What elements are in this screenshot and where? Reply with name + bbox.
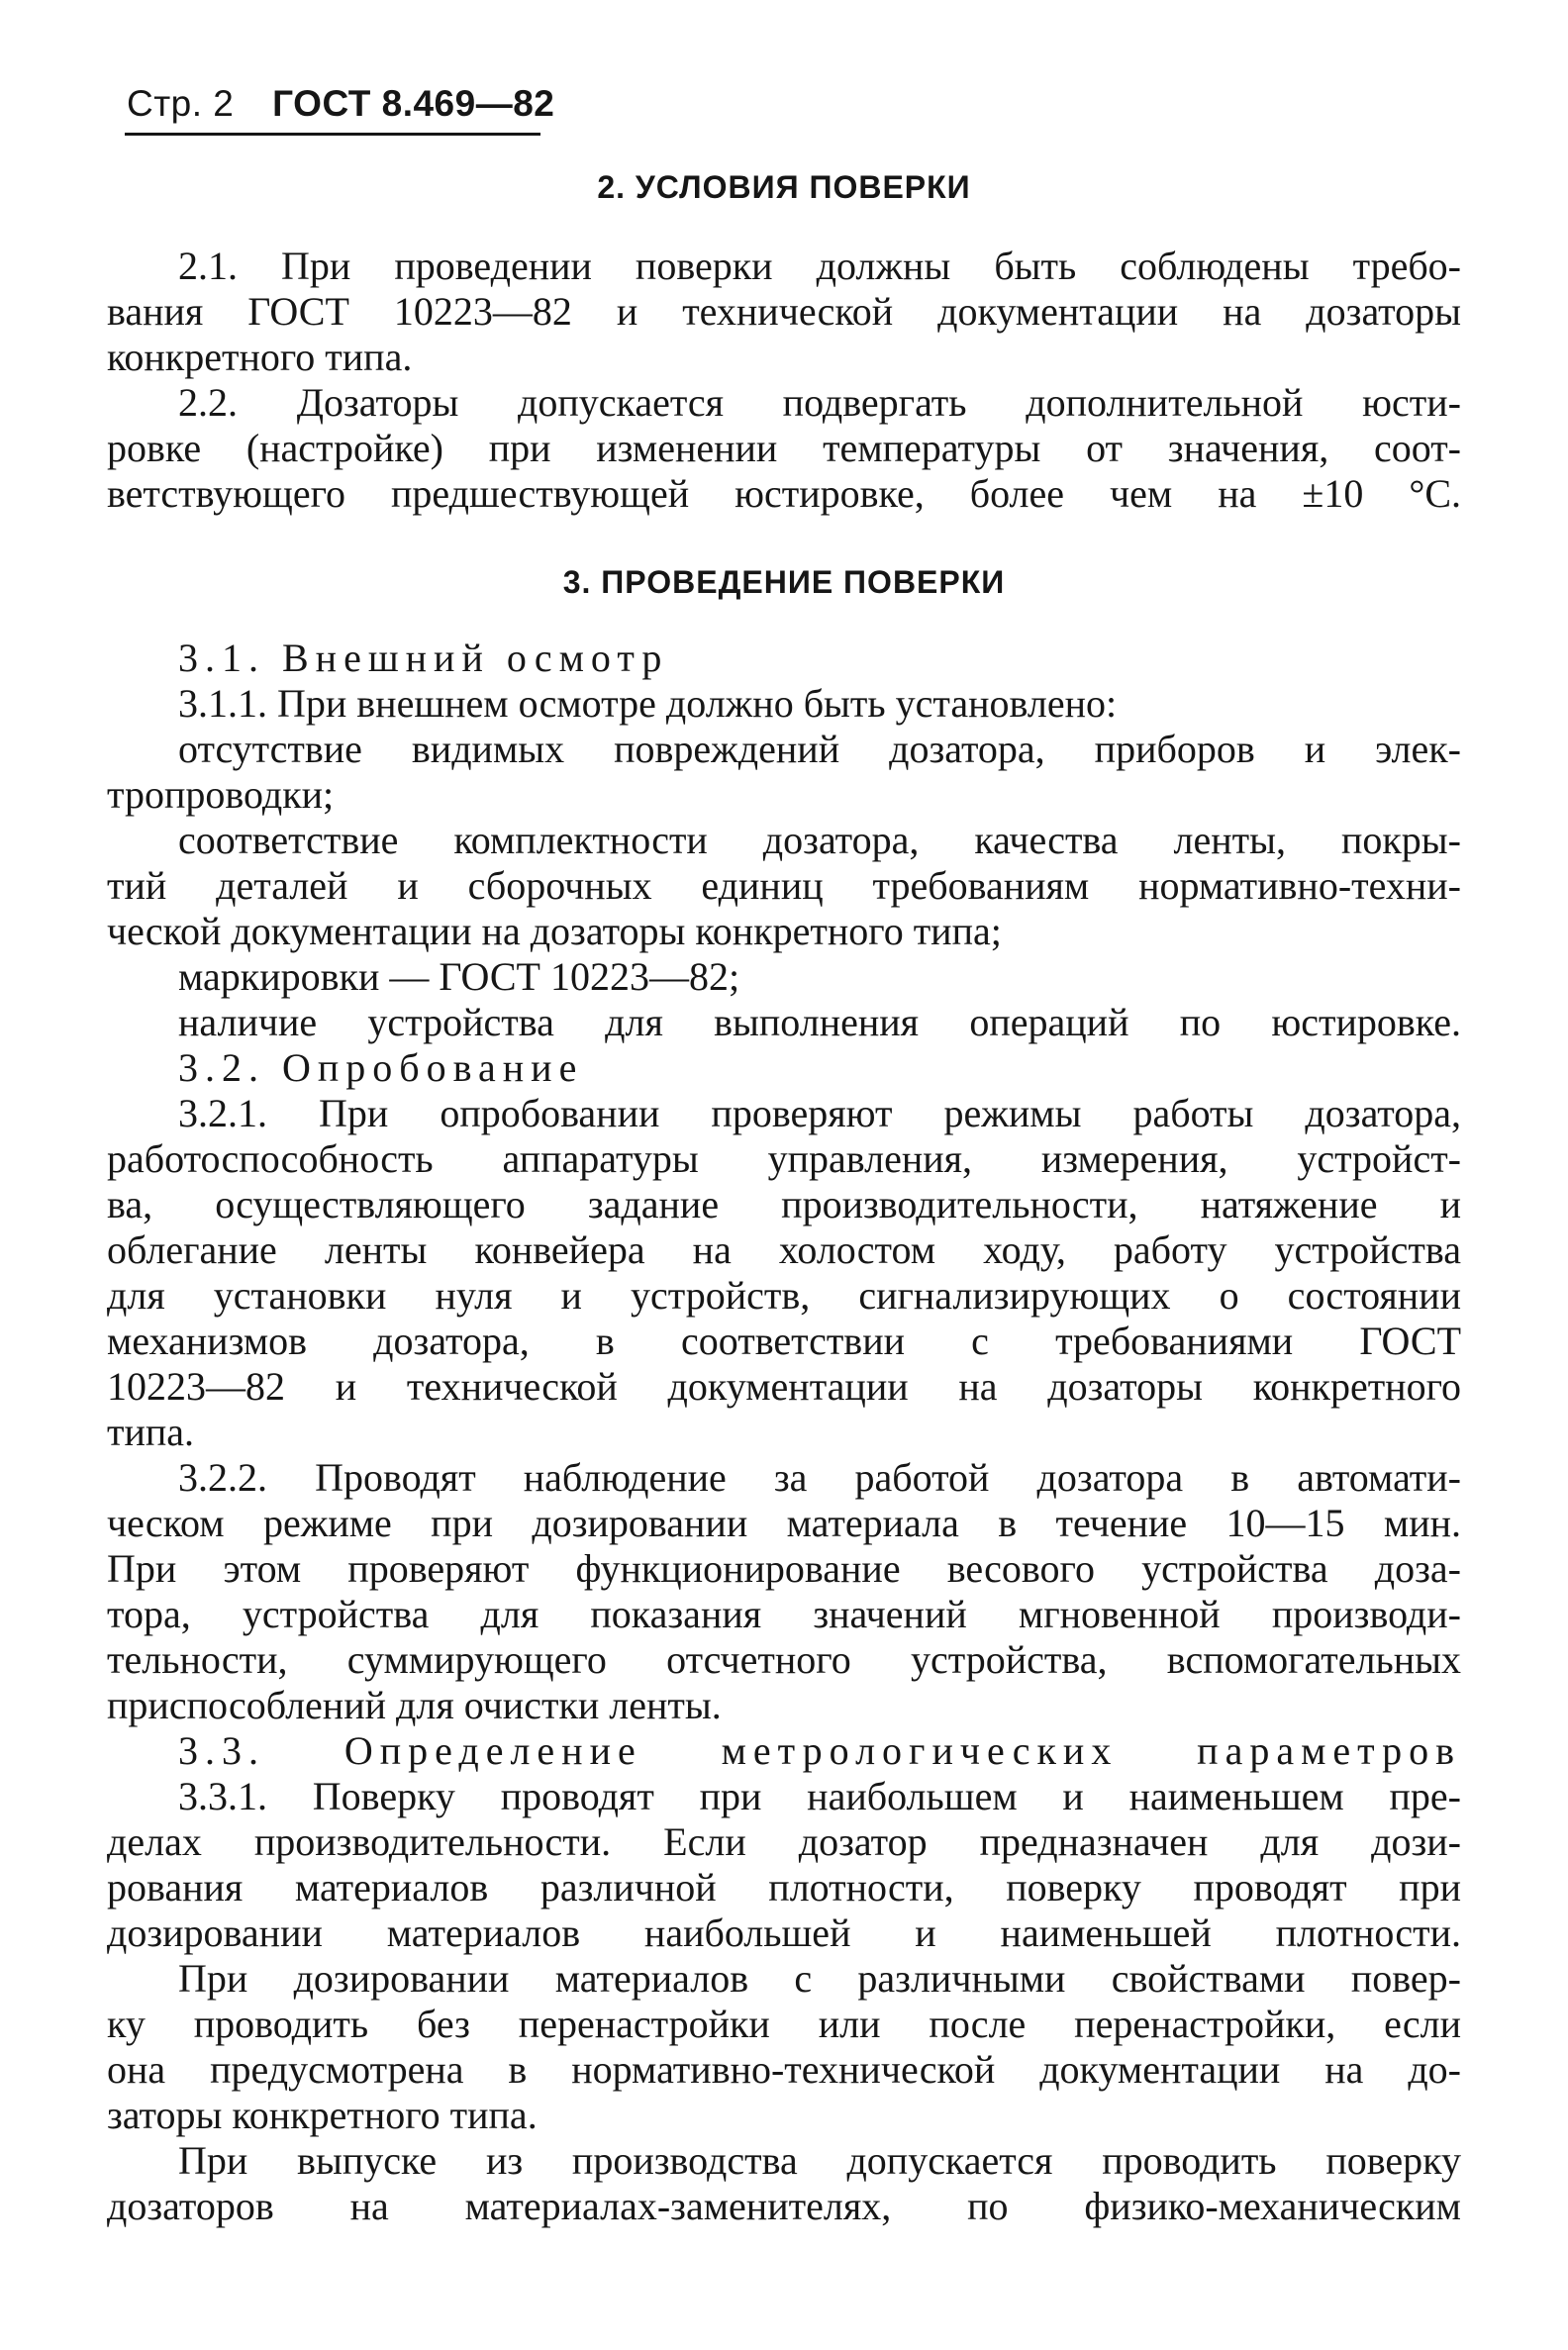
subsection-heading: 3.1. Внешний осмотр bbox=[178, 636, 669, 680]
running-head bbox=[127, 83, 554, 125]
text-line: приспособлений для очистки ленты. bbox=[107, 1683, 722, 1727]
text-line: вания ГОСТ 10223—82 и технической документации на дозаторы bbox=[107, 289, 1461, 334]
text-line: 3.2.2. Проводят наблюдение за работой дозатора в автомати- bbox=[178, 1455, 1461, 1500]
text-line: маркировки — ГОСТ 10223—82; bbox=[178, 954, 740, 999]
text-line: 2.1. При проведении поверки должны быть соблюдены требо- bbox=[178, 244, 1461, 288]
standard-number: ГОСТ 8.469—82 bbox=[272, 83, 555, 124]
text-line: При дозировании материалов с различными свойствами повер- bbox=[178, 1956, 1461, 2001]
header-rule bbox=[125, 133, 540, 136]
text-line: 3.3.1. Поверку проводят при наибольшем и наименьшем пре- bbox=[178, 1774, 1461, 1818]
text-line: она предусмотрена в нормативно-технической документации на до- bbox=[107, 2047, 1461, 2092]
text-line: соответствие комплектности дозатора, качества ленты, покры- bbox=[178, 818, 1461, 862]
text-line: рования материалов различной плотности, поверку проводят при bbox=[107, 1865, 1461, 1909]
subsection-heading: 3.3. Определение метрологических параметров bbox=[178, 1728, 1461, 1773]
text-line: механизмов дозатора, в соответствии с требованиями ГОСТ bbox=[107, 1319, 1461, 1363]
section-3-title: 3. ПРОВЕДЕНИЕ ПОВЕРКИ bbox=[562, 564, 1006, 600]
text-line: тельности, суммирующего отсчетного устройства, вспомогательных bbox=[107, 1637, 1461, 1682]
text-line: конкретного типа. bbox=[107, 335, 413, 379]
text-line: При этом проверяют функционирование весового устройства доза- bbox=[107, 1546, 1461, 1591]
text-line: делах производительности. Если дозатор предназначен для дози- bbox=[107, 1819, 1461, 1864]
text-line: дозировании материалов наибольшей и наименьшей плотности. bbox=[107, 1910, 1461, 1955]
text-line: работоспособность аппаратуры управления, измерения, устройст- bbox=[107, 1136, 1461, 1181]
text-line: 2.2. Дозаторы допускается подвергать дополнительной юсти- bbox=[178, 380, 1461, 425]
page-number: Стр. 2 bbox=[127, 83, 235, 124]
text-line: 10223—82 и технической документации на дозаторы конкретного bbox=[107, 1364, 1461, 1409]
text-line: ровке (настройке) при изменении температуры от значения, соот- bbox=[107, 426, 1461, 470]
text-line: ческой документации на дозаторы конкретного типа; bbox=[107, 909, 1002, 953]
text-line: наличие устройства для выполнения операций по юстировке. bbox=[178, 1000, 1461, 1044]
subsection-heading: 3.2. Опробование bbox=[178, 1045, 584, 1090]
text-line: тора, устройства для показания значений мгновенной производи- bbox=[107, 1592, 1461, 1636]
text-line: ва, осуществляющего задание производительности, натяжение и bbox=[107, 1182, 1461, 1226]
text-line: 3.1.1. При внешнем осмотре должно быть установлено: bbox=[178, 681, 1118, 726]
text-line: ветствующего предшествующей юстировке, более чем на ±10 °С. bbox=[107, 471, 1461, 516]
text-line: тропроводки; bbox=[107, 772, 335, 817]
text-line: облегание ленты конвейера на холостом ходу, работу устройства bbox=[107, 1227, 1461, 1272]
text-line: тий деталей и сборочных единиц требованиям нормативно-техни- bbox=[107, 863, 1461, 908]
text-line: ческом режиме при дозировании материала в течение 10—15 мин. bbox=[107, 1501, 1461, 1545]
text-line: ку проводить без перенастройки или после перенастройки, если bbox=[107, 2002, 1461, 2046]
text-line: 3.2.1. При опробовании проверяют режимы работы дозатора, bbox=[178, 1091, 1461, 1135]
text-line: отсутствие видимых повреждений дозатора, приборов и элек- bbox=[178, 727, 1461, 771]
text-line: типа. bbox=[107, 1410, 195, 1454]
text-line: заторы конкретного типа. bbox=[107, 2093, 538, 2137]
text-line: для установки нуля и устройств, сигнализирующих о состоянии bbox=[107, 1273, 1461, 1318]
text-line: При выпуске из производства допускается проводить поверку bbox=[178, 2138, 1461, 2183]
section-2-title: 2. УСЛОВИЯ ПОВЕРКИ bbox=[597, 169, 971, 205]
text-line: дозаторов на материалах-заменителях, по физико-механическим bbox=[107, 2184, 1461, 2228]
